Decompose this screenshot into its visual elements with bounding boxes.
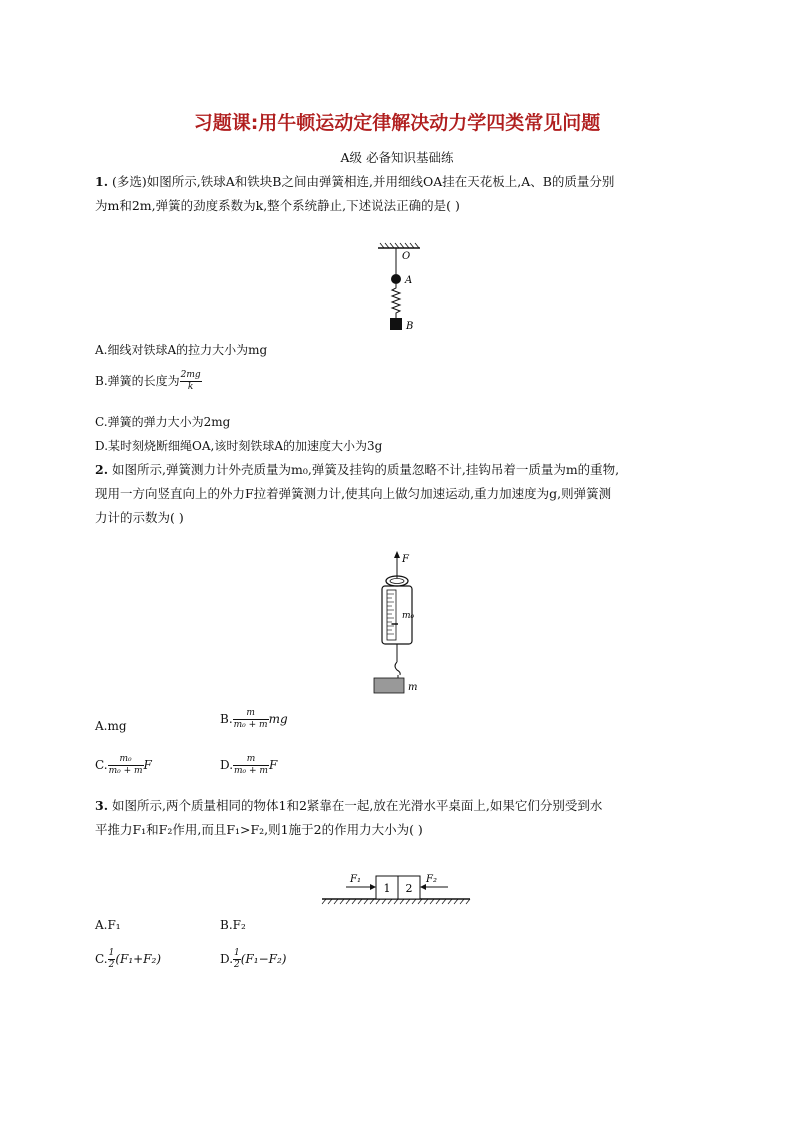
frac-denominator: 2	[234, 960, 240, 970]
q3-option-d-prefix: D.	[220, 952, 234, 966]
block-b	[390, 318, 402, 330]
q2-figure	[364, 548, 434, 696]
q3-option-d	[220, 948, 286, 971]
q2-option-c-suffix: F	[143, 758, 152, 772]
q3-number: 3.	[95, 798, 109, 813]
q2-option-d	[220, 754, 277, 777]
frac-denominator: m₀ + m	[233, 720, 268, 730]
q1-option-b	[95, 370, 202, 393]
block-1-label: 1	[383, 882, 391, 895]
q1-figure	[370, 242, 430, 337]
q1-line1	[95, 170, 707, 194]
label-o: O	[402, 251, 411, 262]
q1-text-line2: 为m和2m,弹簧的劲度系数为k,整个系统静止,下述说法正确的是( )	[95, 198, 460, 213]
q3-option-d-suffix: (F₁−F₂)	[240, 952, 287, 966]
q3-option-c-prefix: C.	[95, 952, 108, 966]
frac-denominator: m₀ + m	[108, 766, 143, 776]
q3-line1	[95, 794, 707, 818]
q2-option-b-prefix: B.	[220, 712, 233, 726]
ball-a	[391, 274, 401, 284]
q1-option-c: C.弹簧的弹力大小为2mg	[95, 415, 231, 429]
q1-option-b-fraction	[180, 370, 202, 393]
q3-option-d-fraction	[233, 948, 241, 971]
q2-option-c-prefix: C.	[95, 758, 108, 772]
q2-option-d-prefix: D.	[220, 758, 234, 772]
question-2	[95, 458, 707, 530]
frac-numerator: m	[233, 708, 269, 720]
q3-option-c-suffix: (F₁+F₂)	[115, 952, 162, 966]
q2-option-d-fraction	[233, 754, 269, 777]
frac-denominator: m₀ + m	[234, 766, 268, 776]
q1-option-a: A.细线对铁球A的拉力大小为mg	[95, 343, 268, 357]
q3-option-c	[95, 948, 161, 971]
q2-option-c	[95, 754, 152, 777]
question-3	[95, 794, 707, 842]
q2-option-b-suffix: mg	[268, 712, 288, 726]
label-f1: F₁	[350, 874, 361, 885]
q2-option-a: A.mg	[95, 719, 127, 733]
q2-text-line1: 如图所示,弹簧测力计外壳质量为m₀,弹簧及挂钩的质量忽略不计,挂钩吊着一质量为m的重物,	[112, 462, 620, 477]
q3-text-line2: 平推力F₁和F₂作用,而且F₁>F₂,则1施于2的作用力大小为( )	[95, 822, 423, 837]
section-heading: A级 必备知识基础练	[340, 150, 454, 165]
label-m: m	[408, 682, 418, 693]
q2-number: 2.	[95, 462, 109, 477]
q1-number: 1.	[95, 174, 109, 189]
frac-numerator: m	[233, 754, 269, 766]
q3-text-line1: 如图所示,两个质量相同的物体1和2紧靠在一起,放在光滑水平桌面上,如果它们分别受到水	[112, 798, 603, 813]
frac-denominator: k	[187, 382, 194, 392]
q1-option-d: D.某时刻烧断细绳OA,该时刻铁球A的加速度大小为3g	[95, 439, 383, 453]
q3-option-a: A.F₁	[95, 918, 121, 932]
question-1	[95, 170, 707, 218]
q2-option-d-suffix: F	[268, 758, 278, 772]
q2-text-line2: 现用一方向竖直向上的外力F拉着弹簧测力计,使其向上做匀加速运动,重力加速度为g,则弹簧测	[95, 486, 612, 501]
q1-option-b-prefix: B.弹簧的长度为	[95, 374, 180, 388]
q1-text-line1: (多选)如图所示,铁球A和铁块B之间由弹簧相连,并用细线OA挂在天花板上,A、B的质量分别	[112, 174, 615, 189]
q2-option-c-fraction	[108, 754, 144, 777]
label-f: F	[402, 554, 409, 565]
frac-denominator: 2	[108, 960, 115, 970]
q3-option-b: B.F₂	[220, 918, 246, 932]
q3-figure	[320, 868, 475, 906]
page-title: 习题课:用牛顿运动定律解决动力学四类常见问题	[193, 112, 601, 134]
label-m0: m₀	[402, 611, 415, 621]
q2-option-b	[220, 708, 288, 731]
frac-numerator: 1	[108, 948, 115, 958]
frac-numerator: 2mg	[180, 370, 201, 380]
q2-text-line3: 力计的示数为( )	[95, 510, 184, 525]
frac-numerator: m₀	[108, 754, 144, 766]
block-2-label: 2	[405, 882, 413, 895]
spring	[392, 284, 400, 318]
weight-block	[374, 678, 404, 693]
label-b: B	[406, 321, 414, 332]
label-a: A	[405, 275, 413, 286]
q2-option-b-fraction	[233, 708, 269, 731]
frac-numerator: 1	[234, 948, 240, 958]
label-f2: F₂	[426, 874, 437, 885]
q2-line1	[95, 458, 707, 482]
